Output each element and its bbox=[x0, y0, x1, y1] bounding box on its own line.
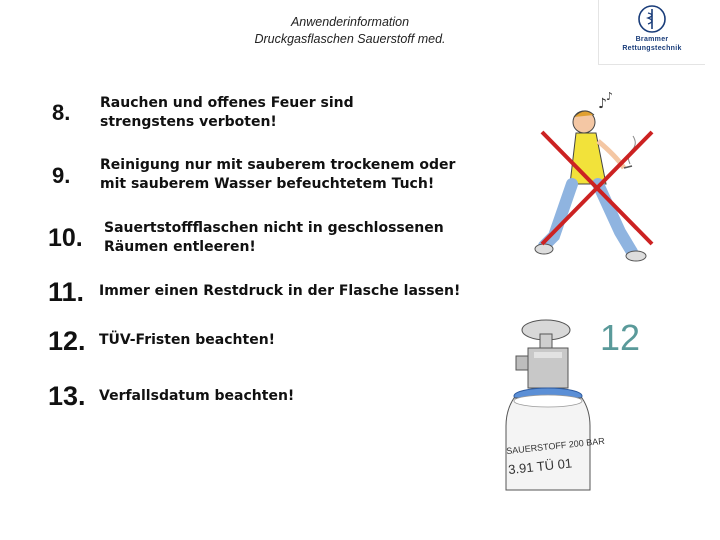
page-header bbox=[200, 14, 500, 48]
no-smoking-walking-man-illustration bbox=[540, 86, 670, 266]
item-number-8: 8. bbox=[52, 100, 71, 125]
header-line-1: Anwenderinformation bbox=[290, 15, 410, 29]
oxygen-cylinder-illustration bbox=[496, 314, 641, 490]
svg-text:♪: ♪ bbox=[598, 96, 607, 112]
item-text-11 bbox=[99, 282, 460, 301]
item-number-9: 9. bbox=[52, 163, 71, 188]
item-text-10 bbox=[104, 219, 444, 257]
cylinder-partial-number: 12 bbox=[600, 317, 641, 358]
item-number-12: 12. bbox=[48, 326, 86, 356]
item-text-9 bbox=[100, 156, 455, 194]
cylinder-label-line-2: 3.91 TÜ 01 bbox=[507, 455, 573, 478]
item-number-11: 11. bbox=[48, 277, 85, 307]
item-number-13: 13. bbox=[48, 381, 86, 411]
item-text-line: Verfallsdatum beachten! bbox=[99, 388, 295, 404]
item-text-line: strengstens verboten! bbox=[100, 114, 277, 130]
item-text-12 bbox=[99, 331, 275, 350]
logo-line-2: Rettungstechnik bbox=[622, 45, 682, 52]
header-line-2: Druckgasflaschen Sauerstoff med. bbox=[254, 32, 446, 46]
company-logo bbox=[598, 0, 705, 65]
logo-line-1: Brammer bbox=[635, 36, 669, 43]
item-text-line: Rauchen und offenes Feuer sind bbox=[100, 95, 354, 111]
item-text-line: mit sauberem Wasser befeuchtetem Tuch! bbox=[100, 176, 435, 192]
item-text-line: Reinigung nur mit sauberem trockenem oder bbox=[100, 157, 456, 173]
item-text-8 bbox=[100, 94, 354, 132]
item-text-line: Sauertstoffflaschen nicht in geschlossenen bbox=[104, 220, 444, 236]
svg-text:♪: ♪ bbox=[606, 90, 614, 103]
item-text-line: Immer einen Restdruck in der Flasche lassen! bbox=[99, 283, 461, 299]
caduceus-icon bbox=[636, 4, 668, 34]
item-text-line: Räumen entleeren! bbox=[104, 239, 256, 255]
item-text-13 bbox=[99, 387, 294, 406]
cylinder-label-line-1: SAUERSTOFF 200 BAR bbox=[505, 435, 606, 457]
item-number-10: 10. bbox=[48, 224, 83, 252]
item-text-line: TÜV-Fristen beachten! bbox=[99, 332, 276, 348]
